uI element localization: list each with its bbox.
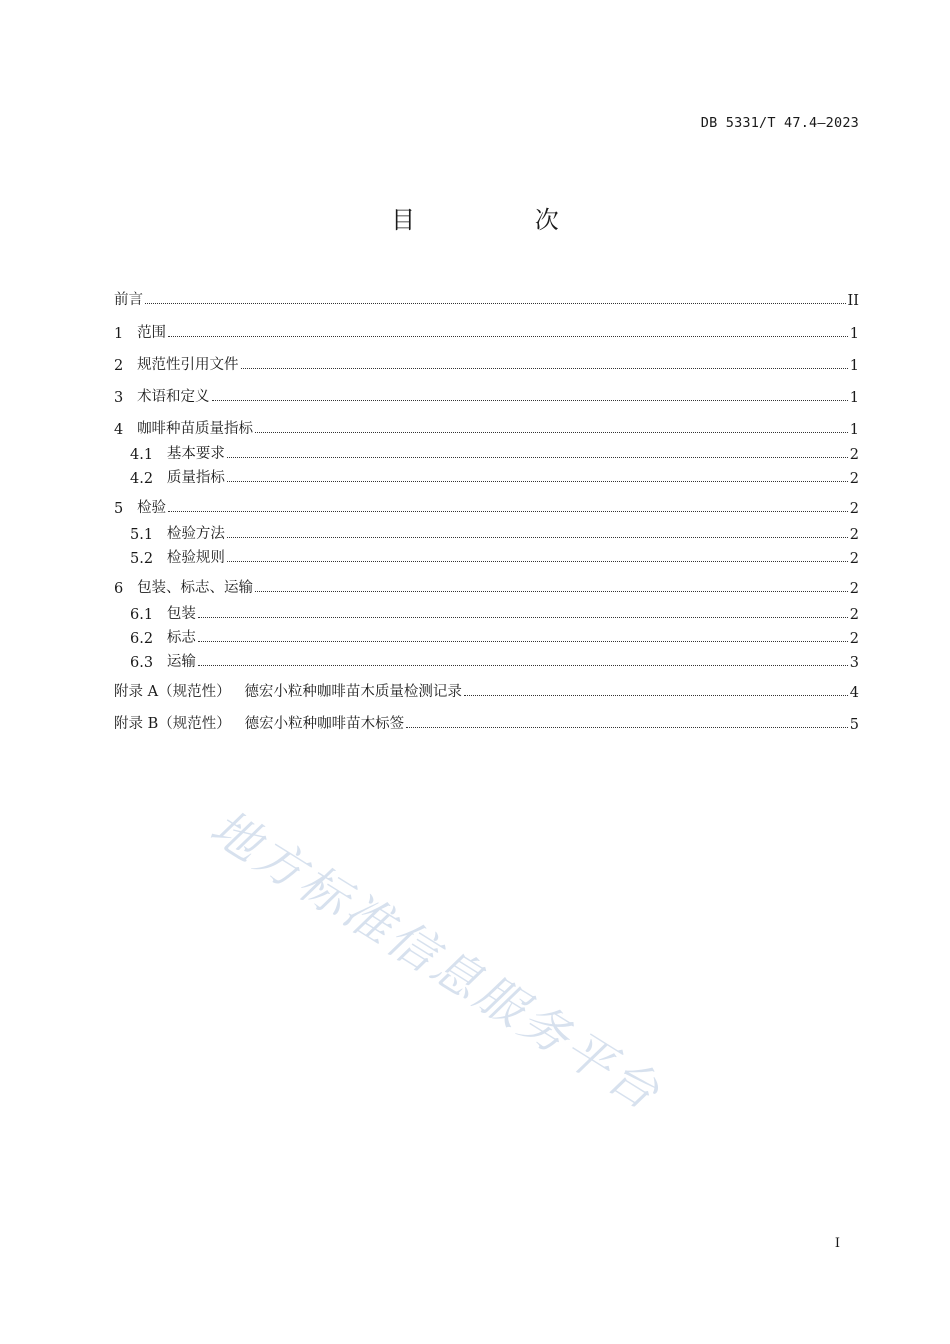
toc-leader-dots — [227, 560, 848, 562]
toc-title: 前言 — [114, 292, 143, 308]
watermark: 地方标准信息服务平台 — [200, 799, 672, 1123]
page-title: 目 次 — [391, 206, 615, 234]
toc-number: 附录 A（规范性） — [114, 684, 245, 700]
toc-page-number: 1 — [849, 358, 859, 374]
toc-number: 6.2 — [130, 631, 167, 647]
toc-title: 包装 — [166, 606, 196, 622]
toc-leader-dots — [227, 536, 848, 538]
toc-page-number: 3 — [849, 655, 859, 671]
toc-title: 检验规则 — [166, 550, 225, 566]
toc-page-number: 1 — [849, 390, 859, 406]
toc-leader-dots — [464, 694, 848, 696]
toc-title: 规范性引用文件 — [137, 357, 239, 373]
toc-leader-dots — [212, 399, 848, 401]
toc-number: 4.1 — [130, 447, 167, 463]
toc-number: 3 — [114, 390, 138, 406]
toc-entry-6-1[interactable] — [114, 601, 859, 623]
toc-entry-3[interactable] — [114, 384, 859, 406]
toc-title: 德宏小粒种咖啡苗木质量检测记录 — [244, 684, 462, 700]
toc-number: 2 — [114, 358, 138, 374]
toc-leader-dots — [406, 726, 848, 728]
toc-title: 质量指标 — [166, 470, 225, 486]
toc-leader-dots — [241, 367, 848, 369]
page-number: I — [834, 1236, 840, 1251]
toc-page-number: 2 — [849, 631, 859, 647]
toc-entry-5-2[interactable] — [114, 545, 859, 567]
toc-entry-foreword[interactable] — [114, 287, 859, 309]
toc-leader-dots — [227, 480, 848, 482]
toc-title: 德宏小粒种咖啡苗木标签 — [244, 716, 405, 732]
toc-leader-dots — [168, 510, 848, 512]
toc-entry-4[interactable] — [114, 416, 859, 438]
toc-number: 5 — [114, 501, 138, 517]
toc-leader-dots — [255, 431, 848, 433]
standard-code: DB 5331/T 47.4—2023 — [700, 115, 859, 131]
toc-title: 咖啡种苗质量指标 — [137, 421, 254, 437]
toc-entry-5[interactable] — [114, 495, 859, 517]
toc-page-number: 4 — [849, 685, 859, 701]
toc-number: 5.2 — [130, 551, 167, 567]
toc-title: 术语和定义 — [137, 389, 210, 405]
toc-entry-appendix-b[interactable] — [114, 711, 859, 733]
toc-entry-2[interactable] — [114, 352, 859, 374]
toc-number: 6 — [114, 581, 138, 597]
toc-page-number: 2 — [849, 527, 859, 543]
toc-leader-dots — [145, 302, 846, 304]
toc-entry-4-1[interactable] — [114, 441, 859, 463]
toc-entry-4-2[interactable] — [114, 465, 859, 487]
toc-title: 基本要求 — [166, 446, 225, 462]
toc-entry-6[interactable] — [114, 575, 859, 597]
toc-entry-6-3[interactable] — [114, 649, 859, 671]
toc-page-number: 2 — [849, 581, 859, 597]
toc-leader-dots — [168, 335, 848, 337]
toc-leader-dots — [255, 590, 848, 592]
toc-title: 标志 — [166, 630, 196, 646]
toc-page-number: 2 — [849, 607, 859, 623]
toc-entry-5-1[interactable] — [114, 521, 859, 543]
toc-number: 4.2 — [130, 471, 167, 487]
toc-title: 检验 — [137, 500, 167, 516]
toc-page-number: 5 — [849, 717, 859, 733]
toc-title: 范围 — [137, 325, 167, 341]
toc-leader-dots — [198, 640, 848, 642]
toc-title: 检验方法 — [166, 526, 225, 542]
toc-page-number: 1 — [849, 422, 859, 438]
toc-page-number: 2 — [849, 447, 859, 463]
toc-page-number: 2 — [849, 551, 859, 567]
toc-page-number: 2 — [849, 471, 859, 487]
toc-number: 1 — [114, 326, 138, 342]
toc-title: 运输 — [166, 654, 196, 670]
toc-leader-dots — [198, 664, 848, 666]
toc-page-number: 2 — [849, 501, 859, 517]
toc-title: 包装、标志、运输 — [137, 580, 254, 596]
toc-number: 5.1 — [130, 527, 167, 543]
toc-number: 6.1 — [130, 607, 167, 623]
toc-page-number: II — [847, 293, 859, 309]
toc-leader-dots — [198, 616, 848, 618]
toc-number: 附录 B（规范性） — [114, 716, 245, 732]
toc-page-number: 1 — [849, 326, 859, 342]
toc-entry-appendix-a[interactable] — [114, 679, 859, 701]
toc-number: 4 — [114, 422, 138, 438]
toc-entry-1[interactable] — [114, 320, 859, 342]
toc-entry-6-2[interactable] — [114, 625, 859, 647]
toc-leader-dots — [227, 456, 848, 458]
toc-number: 6.3 — [130, 655, 167, 671]
